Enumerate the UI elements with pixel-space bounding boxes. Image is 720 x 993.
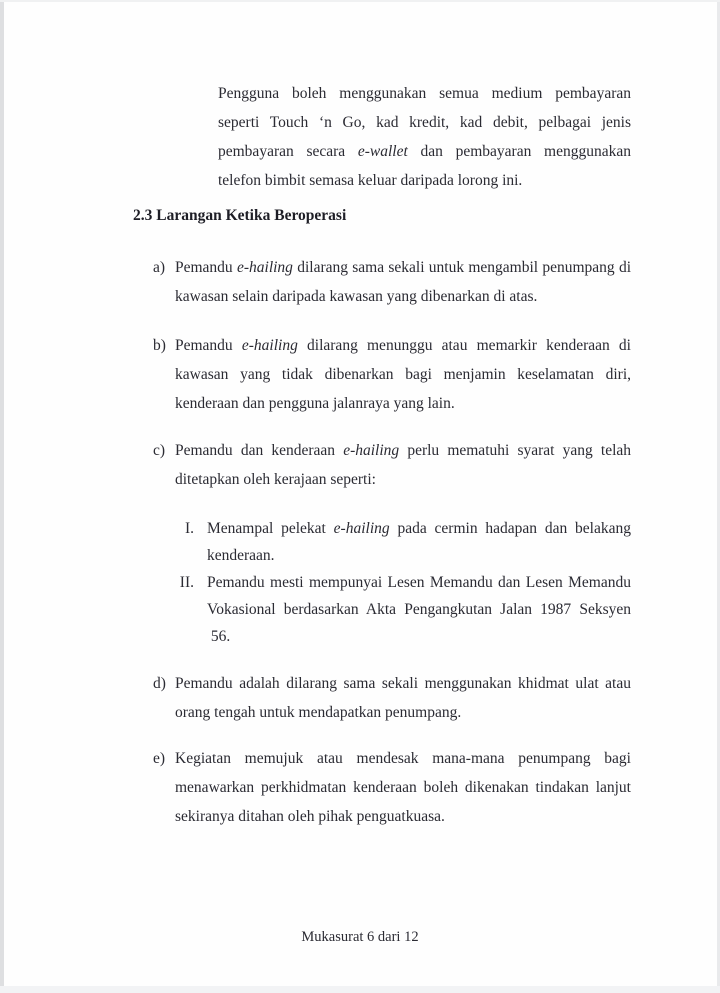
list-item-b-text: Pemandu e-hailing dilarang menunggu atau memarkir kenderaan di kawasan yang tidak dibenarkan bagi menjamin keselamatan diri, kenderaan dan pengguna jalanraya yang lain. <box>175 337 631 412</box>
sub-list-item-2-marker: II. <box>179 574 194 591</box>
list-item-c-marker: c) <box>153 442 166 459</box>
list-item-a <box>153 253 631 311</box>
list-item-b-marker: b) <box>153 337 166 354</box>
list-item-e-marker: e) <box>153 750 166 767</box>
list-item-c-text: Pemandu dan kenderaan e-hailing perlu mematuhi syarat yang telah ditetapkan oleh kerajaan seperti: <box>175 442 632 488</box>
sub-list-item-1-text: Menampal pelekat e-hailing pada cermin hadapan dan belakang kenderaan. <box>207 520 631 564</box>
scan-edge-bottom <box>0 986 720 993</box>
scan-edge-top <box>0 0 720 2</box>
sub-list-item-2-text: Pemandu mesti mempunyai Lesen Memandu dan Lesen Memandu Vokasional berdasarkan Akta Pengangkutan Jalan 1987 Seksyen 56. <box>207 574 631 645</box>
list-item-e-text: Kegiatan memujuk atau mendesak mana-mana penumpang bagi menawarkan perkhidmatan kenderaan boleh dikenakan tindakan lanjut sekiranya ditahan oleh pihak penguatkuasa. <box>175 750 631 825</box>
list-item-c <box>153 436 631 494</box>
page-footer: Mukasurat 6 dari 12 <box>301 929 419 945</box>
list-item-e <box>153 744 631 831</box>
list-item-a-marker: a) <box>153 259 166 276</box>
intro-paragraph: Pengguna boleh menggunakan semua medium pembayaran seperti Touch ‘n Go, kad kredit, kad debit, pelbagai jenis pembayaran secara e-wallet dan pembayaran menggunakan telefon bimbit semasa keluar daripada lorong ini. <box>218 85 632 189</box>
list-item-d-text: Pemandu adalah dilarang sama sekali menggunakan khidmat ulat atau orang tengah untuk mendapatkan penumpang. <box>175 675 631 721</box>
list-item-a-text: Pemandu e-hailing dilarang sama sekali untuk mengambil penumpang di kawasan selain daripada kawasan yang dibenarkan di atas. <box>175 259 632 305</box>
sub-list-item-2 <box>170 569 631 650</box>
scan-edge-left <box>0 0 4 993</box>
list-item-b <box>153 331 631 418</box>
section-heading: 2.3 Larangan Ketika Beroperasi <box>133 207 347 224</box>
list-item-d <box>153 669 631 727</box>
sub-list-item-1-marker: I. <box>184 520 194 537</box>
list-item-d-marker: d) <box>153 675 166 692</box>
sub-list-item-1 <box>170 515 631 569</box>
